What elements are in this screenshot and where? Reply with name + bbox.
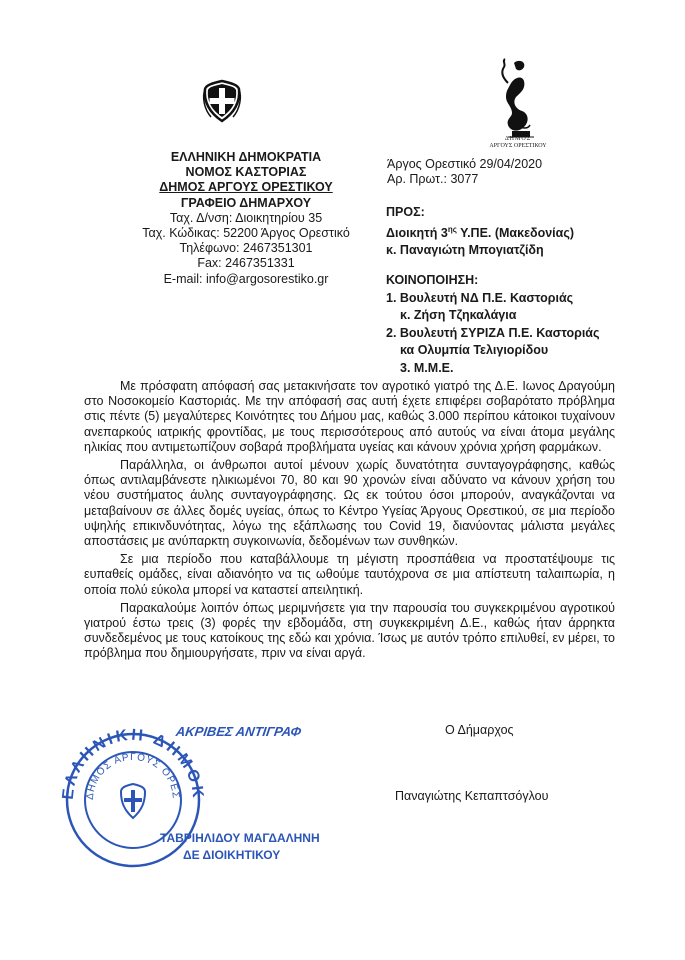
municipality-logo bbox=[478, 55, 558, 153]
logo-caption-line2: ΑΡΓΟΥΣ ΟΡΕΣΤΙΚΟΥ bbox=[489, 143, 547, 149]
body-paragraph: Σε μια περίοδο που καταβάλλουμε τη μέγιστη προσπάθεια να προστατέψουμε τις ευπαθείς ομάδες, είναι αδιανόητο να τις ωθούμε ταυτόχρονα σε μια απίστευτη ταλαιπωρία, η οποία πολύ εύκολα μπορεί να καταστεί απειλητική. bbox=[84, 552, 615, 597]
header-phone: Τηλέφωνο: 2467351301 bbox=[179, 241, 313, 256]
recipient-line1-b: Υ.ΠΕ. (Μακεδονίας) bbox=[456, 226, 575, 241]
stamp-emblem-icon bbox=[121, 784, 145, 818]
header-municipality: ΔΗΜΟΣ ΑΡΓΟΥΣ ΟΡΕΣΤΙΚΟΥ bbox=[159, 180, 333, 195]
header-prefecture: ΝΟΜΟΣ ΚΑΣΤΟΡΙΑΣ bbox=[185, 165, 307, 180]
signatory-title: Ο Δήμαρχος bbox=[445, 723, 514, 737]
letterhead-block bbox=[96, 150, 396, 287]
cc-item: 3. Μ.Μ.Ε. bbox=[400, 360, 454, 375]
header-email: E-mail: info@argosorestiko.gr bbox=[163, 271, 329, 286]
header-postal: Ταχ. Κώδικας: 52200 Άργος Ορεστικό bbox=[142, 226, 350, 241]
body-paragraph: Με πρόσφατη απόφασή σας μετακινήσατε τον αγροτικό γιατρό της Δ.Ε. Ιωνος Δραγούμη στο Νοσοκομείο Καστοριάς. Με την απόφασή σας αυτή έχετε επιφέρει σοβαρότατο πρόβλημα στις πέντε (5) μεγαλύτερες Κοινότητες του Δήμου μας, καθώς 3.000 περίπου κάτοικοι τυχαίνουν ανεπαρκούς ιατρικής φροντίδας, με τους περισσότερους από αυτούς να είναι άτομα μεγάλης ηλικίας που αντιμετωπίζουν σοβαρά προβλήματα υγείας και κάνουν χρόνια χρήση φαρμάκων. bbox=[84, 379, 615, 454]
letter-body bbox=[84, 379, 615, 665]
body-paragraph: Παρακαλούμε λοιπόν όπως μεριμνήσετε για την παρουσία του συγκεκριμένου αγροτικού γιατρού έστω τρεις (3) φορές την εβδομάδα, στη συγκεκριμένη Δ.Ε., καθώς ήταν άρρηκτα συνδεδεμένος με τους κατοίκους της εδώ και χρόνια. Ίσως με αυτόν τρόπο επιλυθεί, εν μέρει, το πρόβλημα που δημιουργήσατε, πριν να είναι αργά. bbox=[84, 600, 615, 661]
header-country: ΕΛΛΗΝΙΚΗ ΔΗΜΟΚΡΑΤΙΑ bbox=[170, 150, 322, 164]
logo-caption-line1: ΔΗΜΟΣ bbox=[504, 136, 532, 142]
cc-label: ΚΟΙΝΟΠΟΙΗΣΗ: bbox=[386, 273, 479, 287]
header-office: ΓΡΑΦΕΙΟ ΔΗΜΑΡΧΟΥ bbox=[180, 195, 312, 210]
recipient-line2: κ. Παναγιώτη Μπογιατζίδη bbox=[386, 243, 544, 258]
stamp-ring-text: ΕΛΛΗΝΙΚΗ ΔΗΜΟΚ bbox=[59, 726, 207, 802]
protocol-number: Αρ. Πρωτ.: 3077 bbox=[387, 172, 479, 187]
stamp-inner-text: ΔΗΜΟΣ ΑΡΓΟΥΣ ΟΡΕΣ bbox=[84, 751, 182, 801]
header-fax: Fax: 2467351331 bbox=[197, 256, 295, 271]
header-address: Ταχ. Δ/νση: Διοικητηρίου 35 bbox=[169, 210, 323, 225]
cc-item: κα Ολυμπία Τελιγιορίδου bbox=[400, 343, 549, 357]
stamp-clerk-role: ΔΕ ΔΙΟΙΚΗΤΙΚΟΥ bbox=[183, 848, 281, 862]
signatory-name: Παναγιώτης Κεπαπτσόγλου bbox=[395, 789, 549, 803]
recipient-line1-a: Διοικητή 3 bbox=[386, 226, 448, 241]
recipient-block bbox=[386, 204, 671, 259]
recipient-line1 bbox=[386, 221, 671, 242]
place-date: Άργος Ορεστικό 29/04/2020 bbox=[387, 157, 543, 171]
cc-item: κ. Ζήση Τζηκαλάγια bbox=[400, 308, 517, 322]
recipient-label: ΠΡΟΣ: bbox=[386, 205, 425, 219]
stamp-clerk-name: ΤΑΒΡΙΗΛΙΔΟΥ ΜΑΓΔΑΛΗΝΗ bbox=[160, 831, 320, 845]
recipient-line1-sup: ης bbox=[447, 225, 457, 234]
cc-item: 1. Βουλευτή ΝΔ Π.Ε. Καστοριάς bbox=[386, 290, 574, 305]
coat-of-arms-emblem bbox=[201, 79, 243, 123]
stamp-certified-copy: ΑΚΡΙΒΕΣ ΑΝΤΙΓΡΑΦ bbox=[174, 724, 303, 739]
cc-item: 2. Βουλευτή ΣΥΡΙΖΑ Π.Ε. Καστοριάς bbox=[386, 325, 600, 340]
cc-block bbox=[386, 272, 671, 377]
body-paragraph: Παράλληλα, οι άνθρωποι αυτοί μένουν χωρίς δυνατότητα συνταγογράφησης, καθώς όπως αντιλαμβάνεστε ηλικιωμένοι 70, 80 και 90 χρονών είναι αδύνατο να κάνουν χρήση του νέου συστήματος άυλης συνταγογράφησης. Ως εκ τούτου όσοι μπορούν, αναγκάζονται να μεταβαίνουν σε άλλες δομές υγείας, όπως το Κέντρο Υγείας Άργους Ορεστικού, σε μια περίοδο υψηλής επικινδυνότητας, λόγω της εξάπλωσης του Covid 19, διανύοντας μάλιστα μεγάλες αποστάσεις με ανύπαρκτη συγκοινωνία, δεδομένων των συνθηκών. bbox=[84, 458, 615, 549]
document-meta bbox=[387, 157, 667, 187]
